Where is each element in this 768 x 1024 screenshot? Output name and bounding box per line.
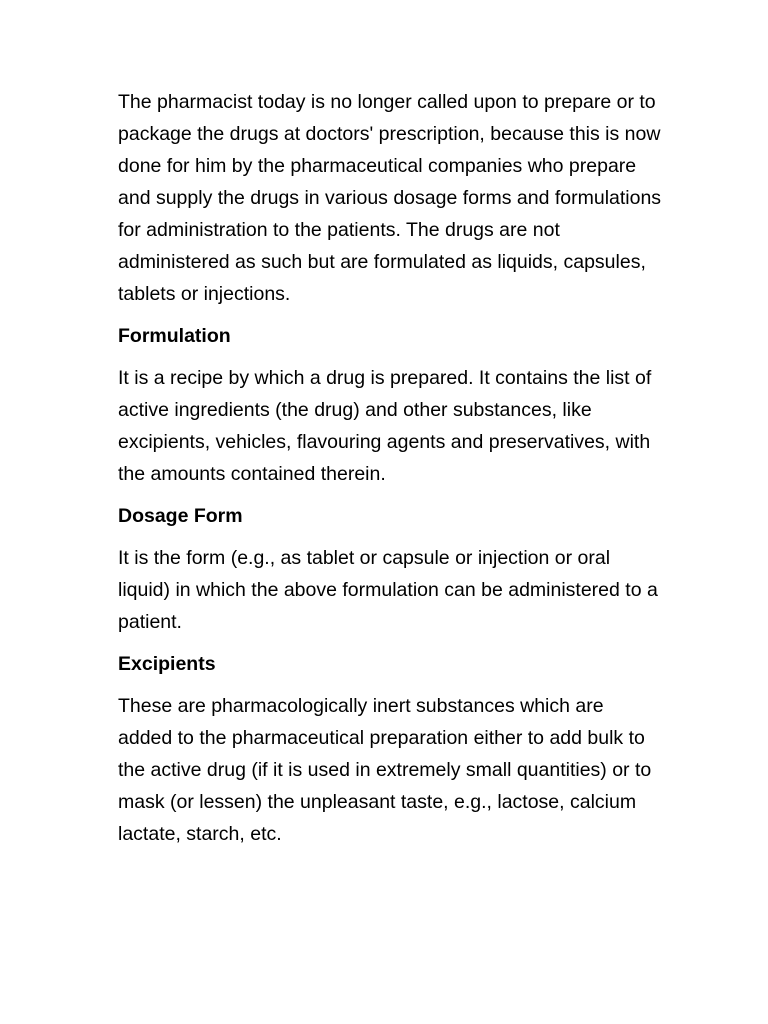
intro-paragraph: The pharmacist today is no longer called upon to prepare or to package the drugs at doctors' prescription, because this is now done for him by the pharmaceutical companies who prepare and supply the drugs in various dosage forms and formulations for administration to the patients. The drugs are not administered as such but are formulated as liquids, capsules, tablets or injections. xyxy=(118,91,662,305)
section-heading-formulation: Formulation xyxy=(118,325,231,347)
section-heading-excipients: Excipients xyxy=(118,653,216,675)
document-body xyxy=(118,86,663,860)
section-body-formulation: It is a recipe by which a drug is prepared. It contains the list of active ingredients (the drug) and other substances, like excipients, vehicles, flavouring agents and preservatives, with the amounts contained therein. xyxy=(118,367,652,485)
section-heading-dosage-form: Dosage Form xyxy=(118,505,243,527)
section-body-excipients: These are pharmacologically inert substances which are added to the pharmaceutical preparation either to add bulk to the active drug (if it is used in extremely small quantities) or to mask (or lessen) the unpleasant taste, e.g., lactose, calcium lactate, starch, etc. xyxy=(118,695,652,845)
section-body-dosage-form: It is the form (e.g., as tablet or capsule or injection or oral liquid) in which the above formulation can be administered to a patient. xyxy=(118,547,658,633)
